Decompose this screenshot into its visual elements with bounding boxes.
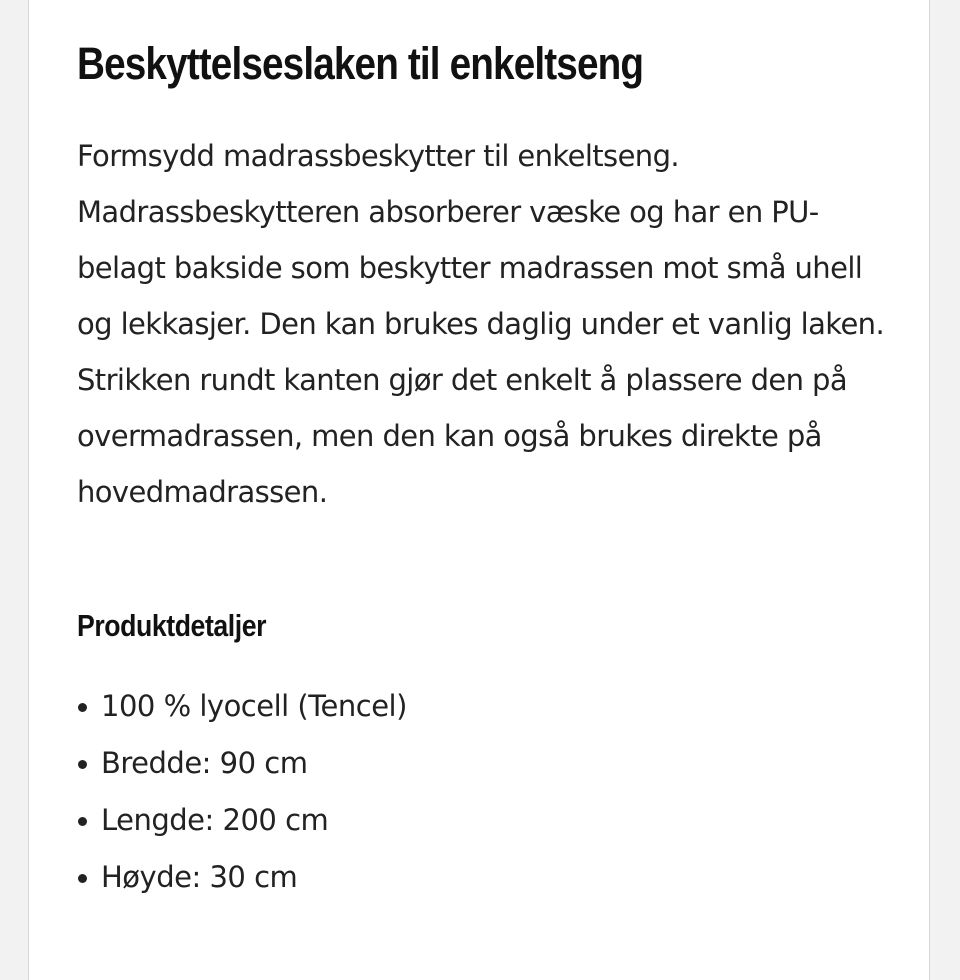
bullet-icon [78, 817, 87, 826]
product-description: Formsydd madrassbeskytter til enkeltseng. Madrassbeskytteren absorberer væske og har en PU-belagt bakside som beskytter madrassen mot små uhell og lekkasjer. Den kan brukes daglig under et vanlig laken. Strikken rundt kanten gjør det enkelt å plassere den på overmadrassen, men den kan også brukes direkte på hovedmadrassen. [77, 139, 885, 509]
product-description-card [28, 0, 930, 980]
detail-item-label: Bredde: 90 cm [101, 746, 308, 780]
detail-item-label: Høyde: 30 cm [101, 860, 298, 894]
detail-item-label: Lengde: 200 cm [101, 803, 329, 837]
bullet-icon [78, 703, 87, 712]
detail-item-height [77, 849, 407, 906]
detail-item-width [77, 735, 407, 792]
product-details-list [77, 678, 407, 906]
product-details-heading: Produktdetaljer [77, 608, 267, 643]
detail-item-length [77, 792, 407, 849]
bullet-icon [78, 760, 87, 769]
detail-item-material [77, 678, 407, 735]
bullet-icon [78, 874, 87, 883]
detail-item-label: 100 % lyocell (Tencel) [101, 689, 407, 723]
product-title: Beskyttelseslaken til enkeltseng [77, 38, 644, 89]
